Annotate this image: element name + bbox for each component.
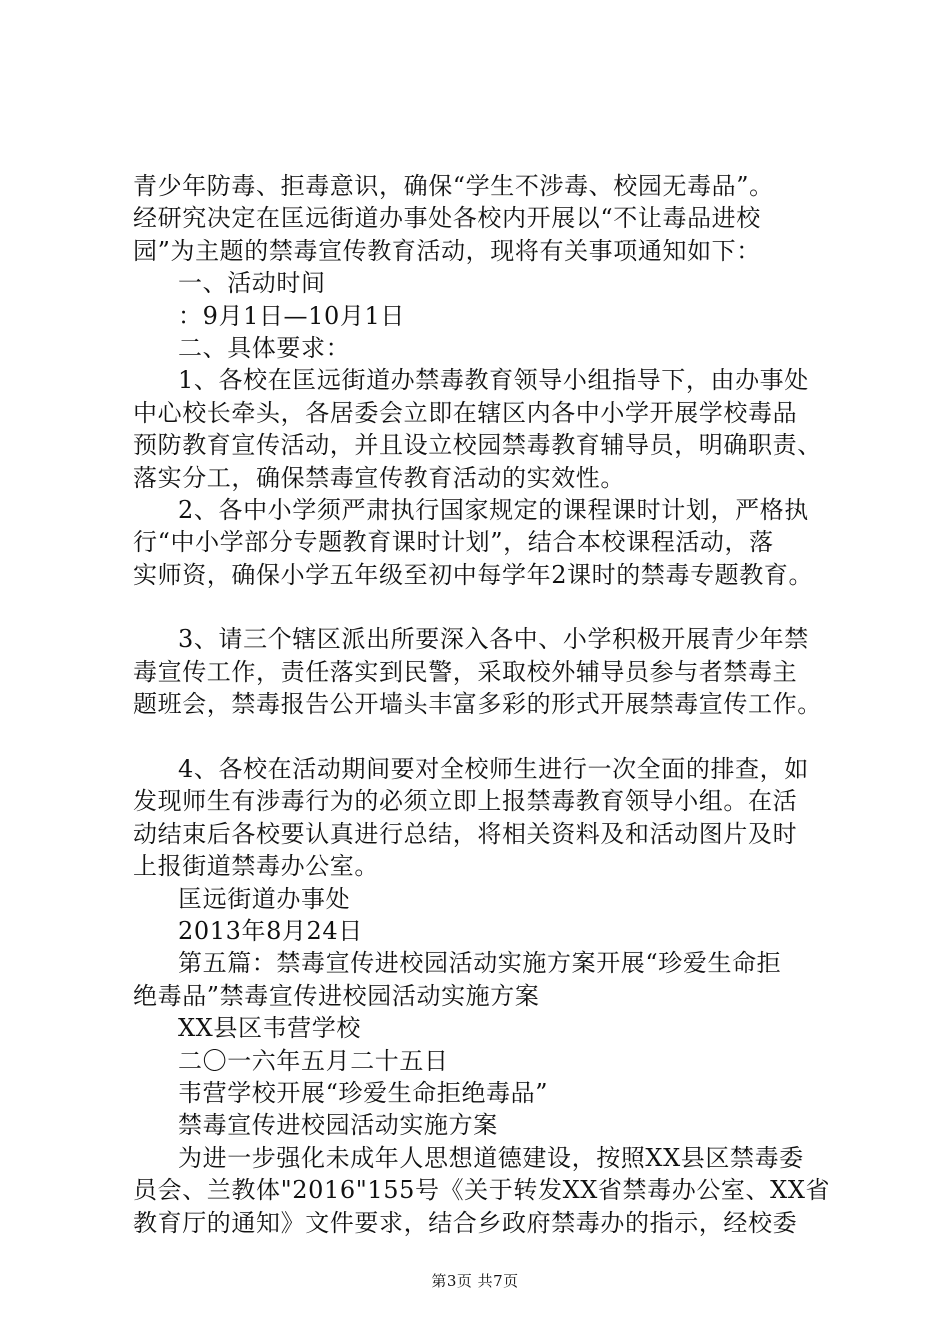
text-line: 毒宣传工作，责任落实到民警，采取校外辅导员参与者禁毒主 [133, 657, 798, 686]
blank-line [133, 721, 853, 753]
section-heading: 二、具体要求： [178, 333, 351, 362]
signature-org: 匡远街道办事处 [178, 884, 351, 913]
school-name: XX县区韦营学校 [178, 1014, 361, 1043]
signature-date: 2013年8月24日 [178, 916, 363, 945]
text-line: 经研究决定在匡远街道办事处各校内开展以“不让毒品进校 [133, 204, 761, 233]
text-line: 动结束后各校要认真进行总结，将相关资料及和活动图片及时 [133, 819, 798, 848]
section-title: 绝毒品”禁毒宣传进校园活动实施方案 [133, 981, 540, 1010]
text-line: ：9月1日—10月1日 [178, 301, 405, 330]
page-footer [0, 1270, 950, 1291]
text-line: 3、请三个辖区派出所要深入各中、小学积极开展青少年禁 [178, 625, 809, 654]
text-line: 1、各校在匡远街道办禁毒教育领导小组指导下，由办事处 [178, 366, 809, 395]
section-heading: 一、活动时间 [178, 269, 326, 298]
text-line: 题班会，禁毒报告公开墙头丰富多彩的形式开展禁毒宣传工作。 [133, 690, 822, 719]
text-line: 为进一步强化未成年人思想道德建设，按照XX县区禁毒委 [178, 1143, 804, 1172]
text-line: 青少年防毒、拒毒意识，确保“学生不涉毒、校园无毒品”。 [133, 172, 774, 200]
text-line: 2、各中小学须严肃执行国家规定的课程课时计划，严格执 [178, 495, 809, 524]
plan-title: 韦营学校开展“珍爱生命拒绝毒品” [178, 1078, 549, 1107]
plan-title: 禁毒宣传进校园活动实施方案 [178, 1111, 498, 1140]
text-line: 实师资，确保小学五年级至初中每学年2课时的禁毒专题教育。 [133, 560, 814, 589]
text-line: 教育厅的通知》文件要求，结合乡政府禁毒办的指示，经校委 [133, 1208, 798, 1237]
page-number: 第3页 共7页 [431, 1272, 519, 1290]
text-line: 行“中小学部分专题教育课时计划”，结合本校课程活动，落 [133, 528, 774, 557]
text-line: 上报街道禁毒办公室。 [133, 852, 379, 881]
text-line: 发现师生有涉毒行为的必须立即上报禁毒教育领导小组。在活 [133, 787, 798, 816]
section-title: 第五篇：禁毒宣传进校园活动实施方案开展“珍爱生命拒 [178, 949, 782, 978]
text-line: 预防教育宣传活动，并且设立校园禁毒教育辅导员，明确职责、 [133, 431, 822, 460]
text-line: 员会、兰教体"2016"155号《关于转发XX省禁毒办公室、XX省 [133, 1176, 831, 1205]
text-line: 4、各校在活动期间要对全校师生进行一次全面的排查，如 [178, 755, 809, 784]
text-line: 落实分工，确保禁毒宣传教育活动的实效性。 [133, 463, 625, 492]
text-line: 园”为主题的禁毒宣传教育活动，现将有关事项通知如下： [133, 236, 761, 265]
blank-line [133, 591, 853, 623]
text-line: 中心校长牵头，各居委会立即在辖区内各中小学开展学校毒品 [133, 398, 798, 427]
document-body [133, 170, 853, 1239]
document-date: 二〇一六年五月二十五日 [178, 1046, 449, 1075]
